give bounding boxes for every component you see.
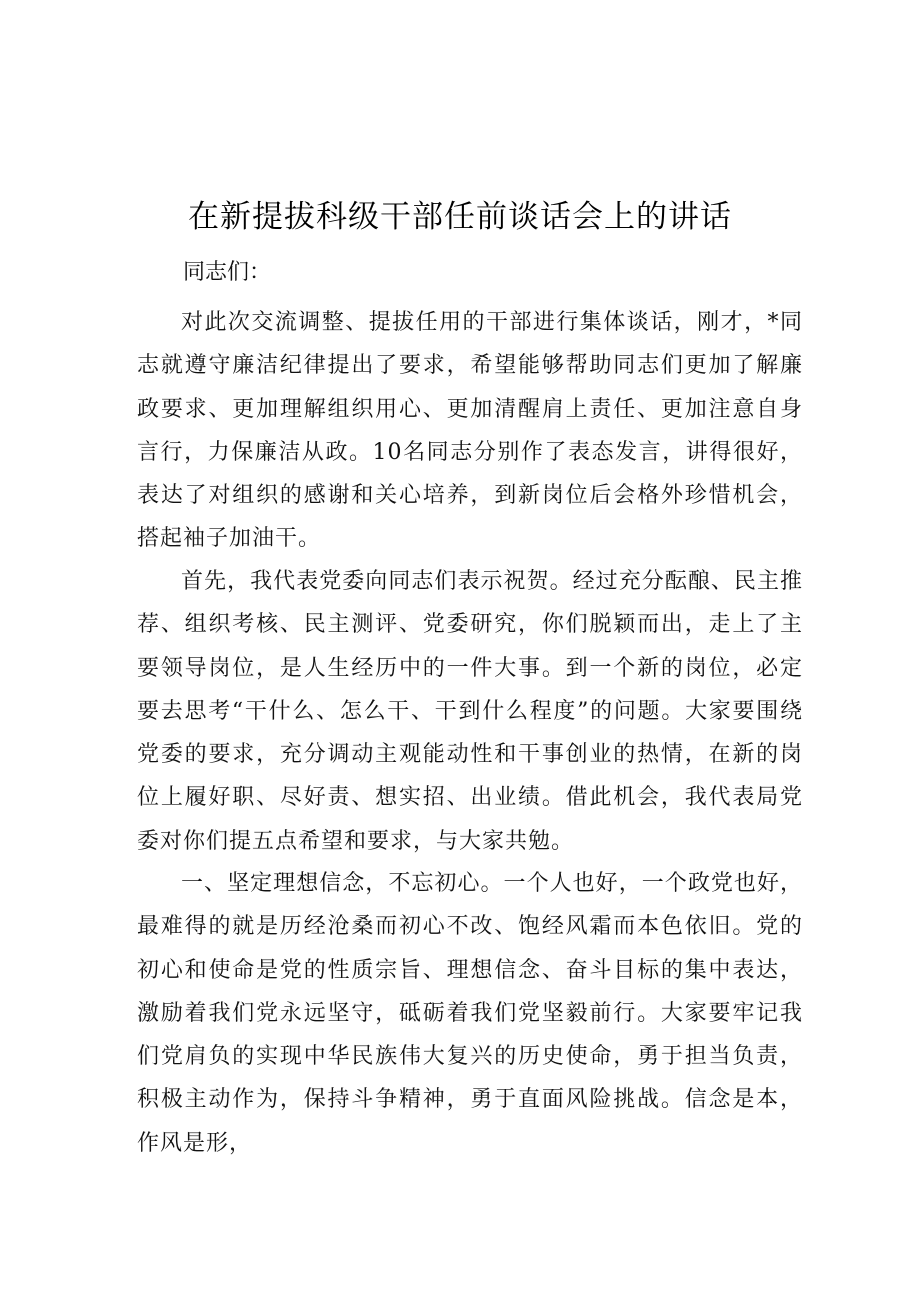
salutation: 同志们：: [183, 260, 272, 285]
document-title: 在新提拔科级干部任前谈话会上的讲话: [188, 199, 732, 235]
paragraph-point-one: 一、坚定理想信念，不忘初心。一个人也好，一个政党也好，最难得的就是历经沧桑而初心不改、饱经风霜而本色依旧。党的初心和使命是党的性质宗旨、理想信念、奋斗目标的集中表达，激励着我们党永远坚守，砥砺着我们党坚毅前行。大家要牢记我们党肩负的实现中华民族伟大复兴的历史使命，勇于担当负责，积极主动作为，保持斗争精神，勇于直面风险挑战。信念是本，作风是形，: [137, 871, 803, 1156]
paragraph-intro: 对此次交流调整、提拔任用的干部进行集体谈话，刚才，*同志就遵守廉洁纪律提出了要求，希望能够帮助同志们更加了解廉政要求、更加理解组织用心、更加清醒肩上责任、更加注意自身言行，力保廉洁从政。10名同志分别作了表态发言，讲得很好，表达了对组织的感谢和关心培养，到新岗位后会格外珍惜机会，搭起袖子加油干。: [137, 310, 803, 552]
paragraph-congratulations: 首先，我代表党委向同志们表示祝贺。经过充分酝酿、民主推荐、组织考核、民主测评、党委研究，你们脱颖而出，走上了主要领导岗位，是人生经历中的一件大事。到一个新的岗位，必定要去思考“干什么、怎么干、干到什么程度”的问题。大家要围绕党委的要求，充分调动主观能动性和干事创业的热情，在新的岗位上履好职、尽好责、想实招、出业绩。借此机会，我代表局党委对你们提五点希望和要求，与大家共勉。: [137, 569, 803, 854]
